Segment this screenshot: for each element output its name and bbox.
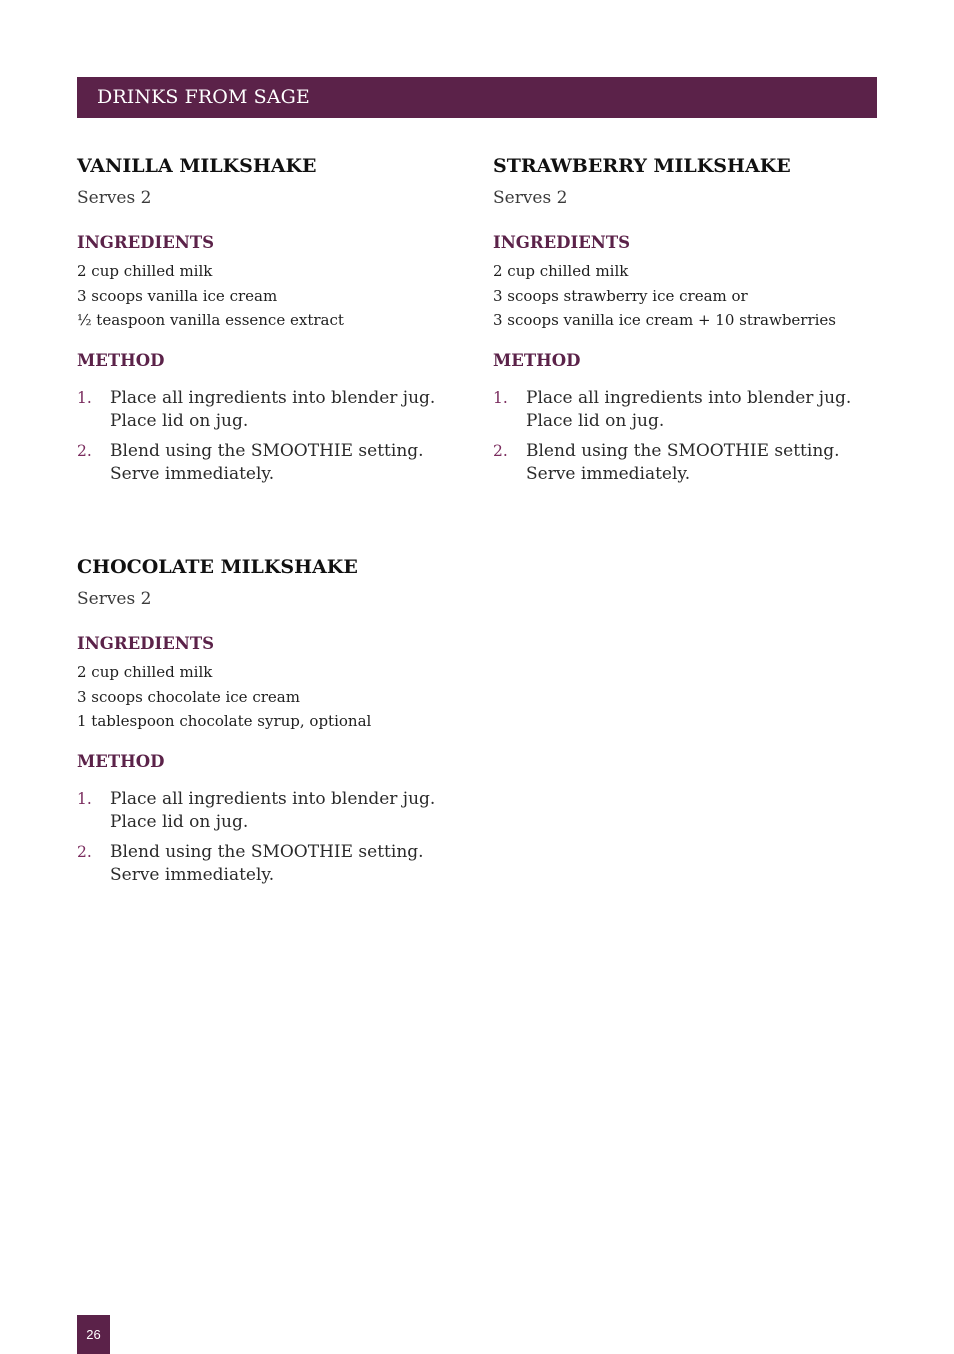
step-line: Place lid on jug. (110, 812, 249, 832)
step-text (110, 841, 424, 887)
step-text (526, 387, 851, 433)
ingredient-item: 2 cup chilled milk (77, 262, 213, 280)
recipe-title: VANILLA MILKSHAKE (77, 155, 317, 177)
ingredient-item: 2 cup chilled milk (77, 663, 213, 681)
step-text (110, 788, 435, 834)
step-line: Blend using the SMOOTHIE setting. (526, 441, 840, 461)
step-text (110, 387, 435, 433)
step-number: 1. (77, 790, 92, 808)
step-number: 2. (77, 442, 92, 460)
step-number: 2. (77, 843, 92, 861)
recipe-serves: Serves 2 (77, 589, 152, 609)
step-number: 1. (493, 389, 508, 407)
recipe-serves: Serves 2 (493, 188, 568, 208)
ingredient-item: 3 scoops strawberry ice cream or (493, 287, 748, 305)
step-number: 1. (77, 389, 92, 407)
ingredient-item: 3 scoops vanilla ice cream (77, 287, 278, 305)
step-line: Place all ingredients into blender jug. (110, 789, 436, 809)
ingredients-heading: INGREDIENTS (493, 233, 631, 252)
step-line: Place lid on jug. (526, 411, 665, 431)
method-heading: METHOD (77, 351, 165, 370)
step-line: Serve immediately. (110, 464, 275, 484)
step-line: Place lid on jug. (110, 411, 249, 431)
method-heading: METHOD (493, 351, 581, 370)
ingredient-item: 3 scoops chocolate ice cream (77, 688, 300, 706)
step-line: Place all ingredients into blender jug. (110, 388, 436, 408)
recipe-title: CHOCOLATE MILKSHAKE (77, 556, 358, 578)
ingredients-heading: INGREDIENTS (77, 233, 215, 252)
step-line: Serve immediately. (526, 464, 691, 484)
page-number: 26 (77, 1315, 110, 1354)
recipe-title: STRAWBERRY MILKSHAKE (493, 155, 791, 177)
ingredients-heading: INGREDIENTS (77, 634, 215, 653)
step-line: Blend using the SMOOTHIE setting. (110, 441, 424, 461)
section-header-bar (77, 77, 877, 118)
step-text (110, 440, 424, 486)
recipe-serves: Serves 2 (77, 188, 152, 208)
ingredient-item: 2 cup chilled milk (493, 262, 629, 280)
ingredient-item: ½ teaspoon vanilla essence extract (77, 311, 344, 329)
step-line: Blend using the SMOOTHIE setting. (110, 842, 424, 862)
step-line: Place all ingredients into blender jug. (526, 388, 852, 408)
step-text (526, 440, 840, 486)
step-line: Serve immediately. (110, 865, 275, 885)
ingredient-item: 1 tablespoon chocolate syrup, optional (77, 712, 372, 730)
step-number: 2. (493, 442, 508, 460)
method-heading: METHOD (77, 752, 165, 771)
section-title: DRINKS FROM SAGE (97, 86, 310, 108)
ingredient-item: 3 scoops vanilla ice cream + 10 strawberries (493, 311, 837, 329)
